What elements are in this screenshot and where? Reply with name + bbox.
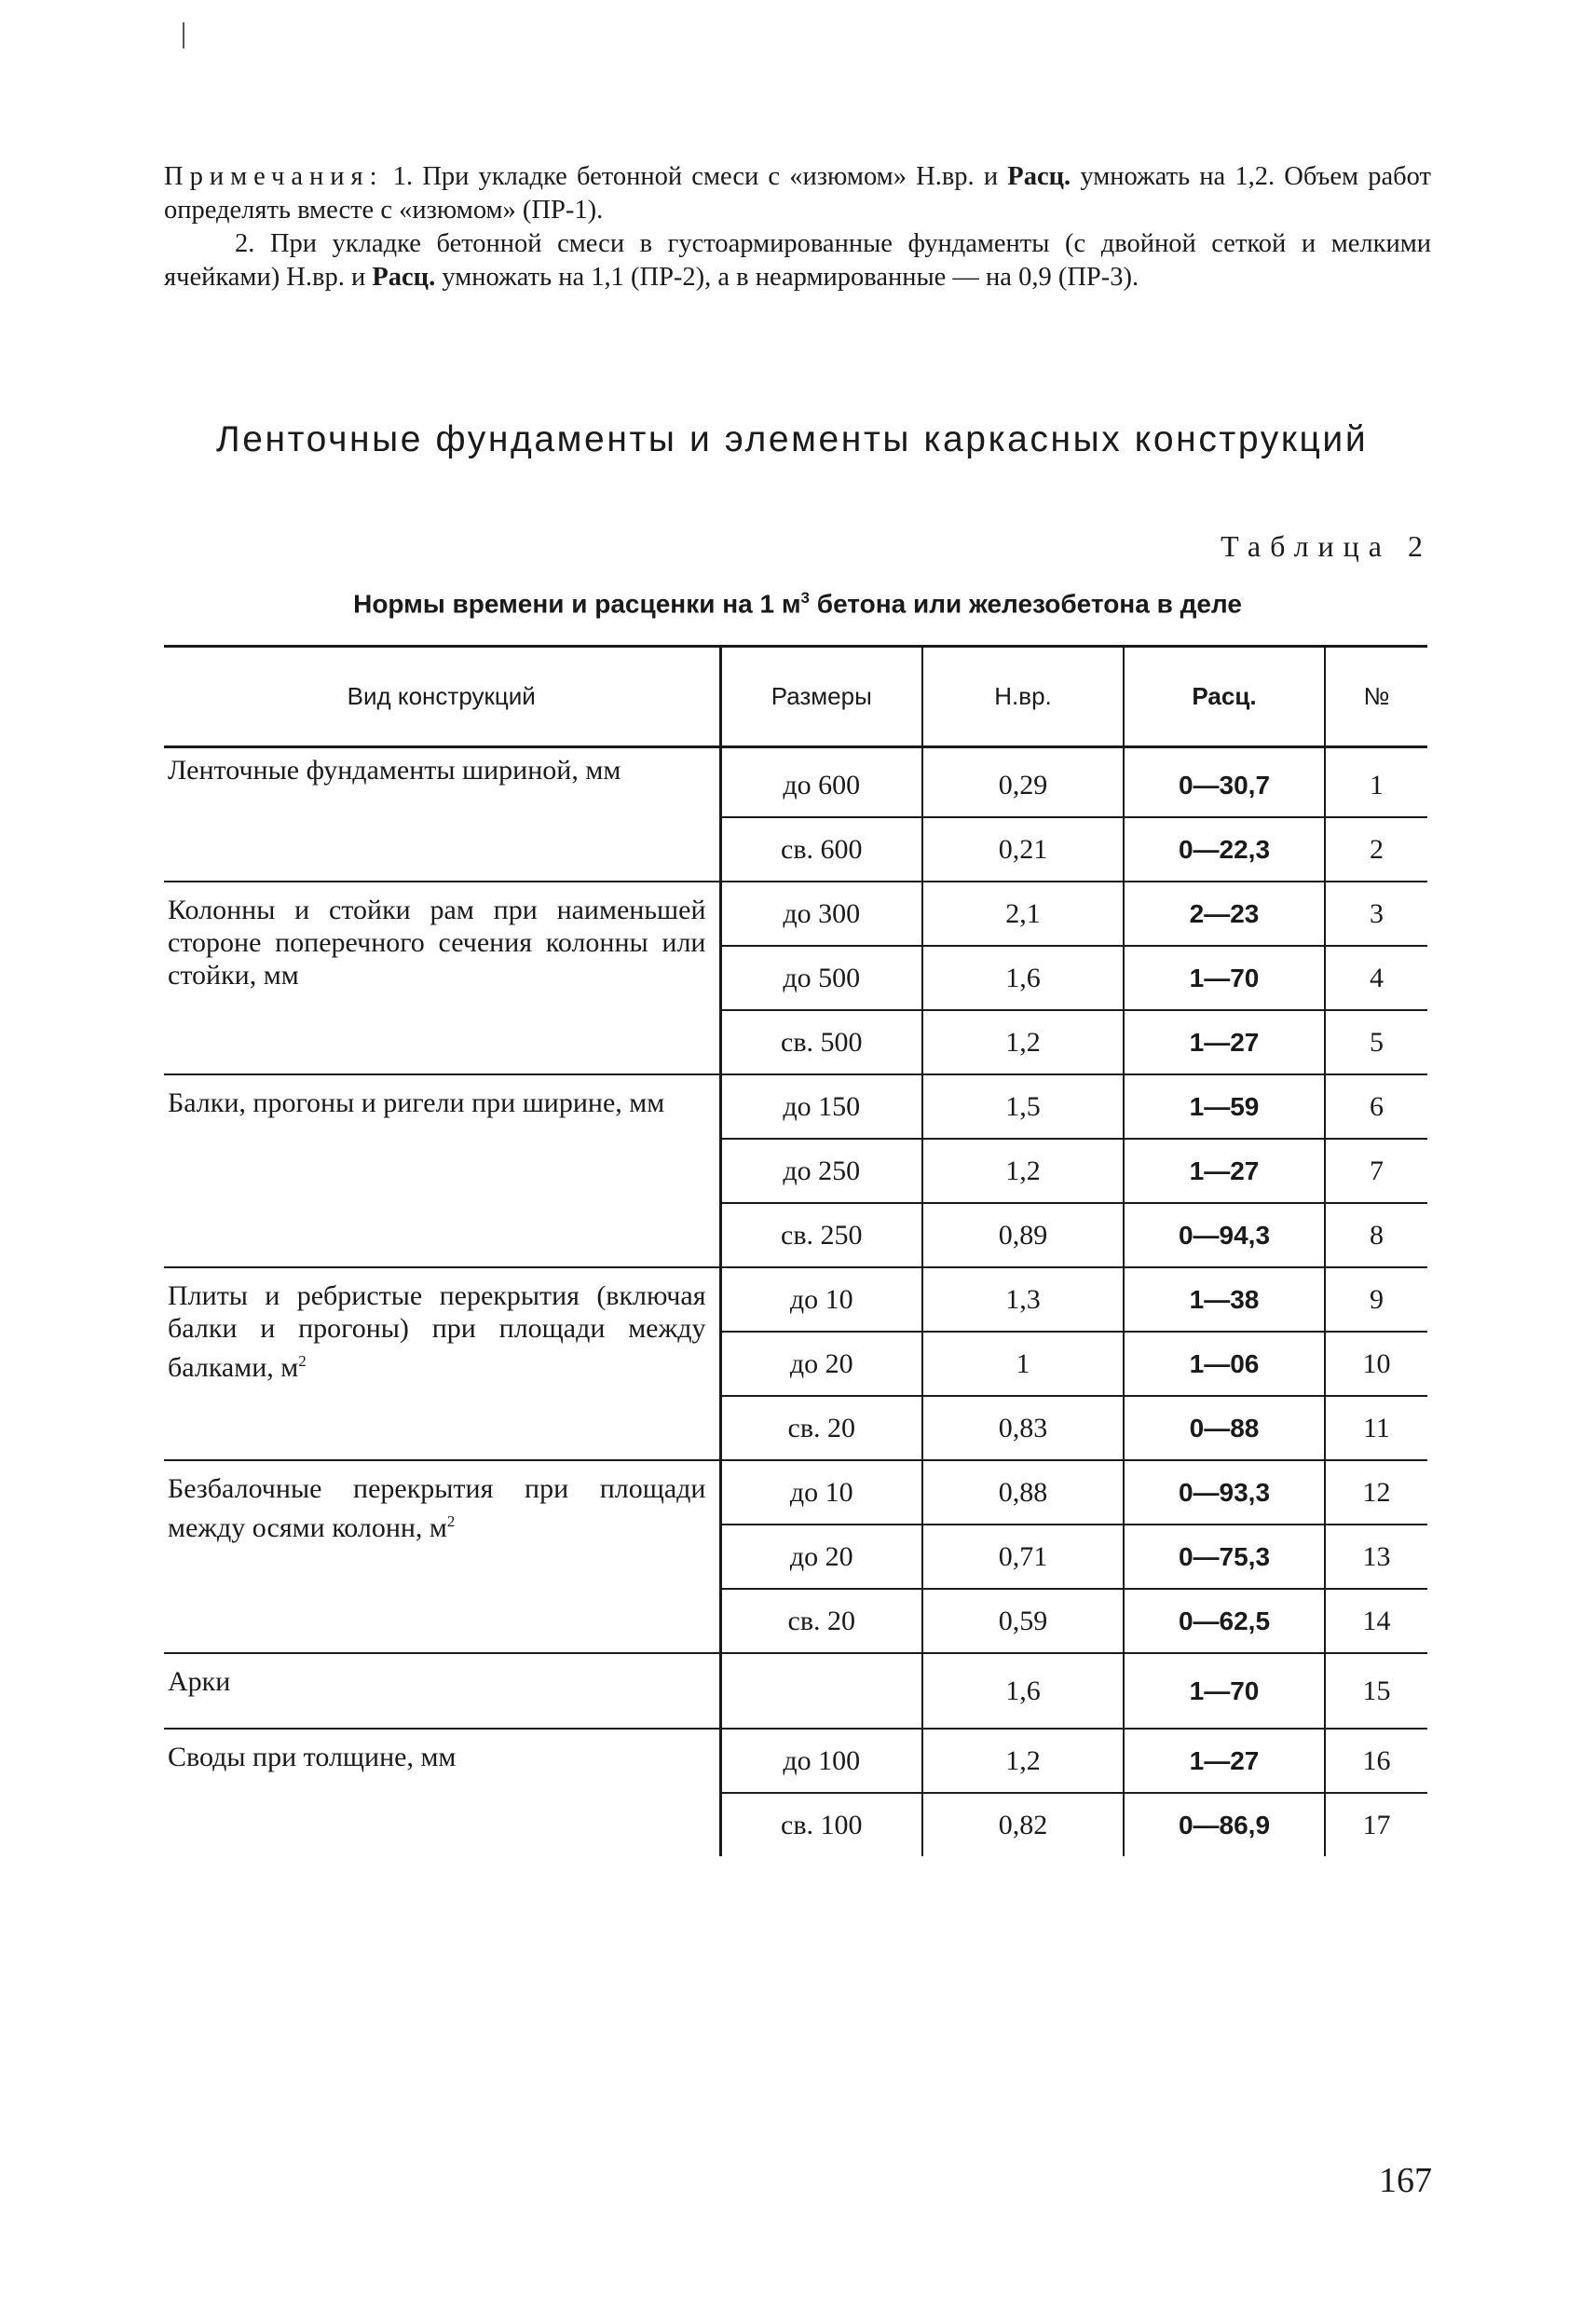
cell-num: 10 (1325, 1332, 1427, 1396)
cell-size: св. 600 (720, 817, 922, 882)
page-number: 167 (1379, 2161, 1432, 2200)
cell-kind (164, 1460, 720, 1653)
norms-table (164, 645, 1427, 1856)
cell-rate: 0—94,3 (1124, 1203, 1325, 1267)
cell-num: 14 (1325, 1589, 1427, 1653)
cell-num: 1 (1325, 747, 1427, 818)
table-row (164, 1653, 1427, 1729)
cell-kind (164, 1074, 720, 1267)
kind-text: Балки, прогоны и ригели при ширине, мм (168, 1087, 665, 1118)
kind-text: Своды при толщине, мм (168, 1742, 457, 1772)
cell-hvr: 0,29 (922, 747, 1124, 818)
cell-rate: 1—59 (1124, 1074, 1325, 1139)
cell-hvr: 1,2 (922, 1729, 1124, 1793)
table-row (164, 1729, 1427, 1793)
cell-size: св. 100 (720, 1793, 922, 1856)
note-2-bold: Расц. (372, 263, 436, 292)
header-size: Размеры (720, 647, 922, 747)
cell-rate: 1—38 (1124, 1267, 1325, 1332)
cell-kind (164, 1653, 720, 1729)
note-2 (164, 227, 1431, 294)
cell-hvr: 1,3 (922, 1267, 1124, 1332)
note-1-text-end: умножать на 1,2. Объем работ определять вместе с «изюмом» (ПР-1). (164, 162, 1431, 225)
scan-mark (183, 22, 184, 48)
cell-num: 16 (1325, 1729, 1427, 1793)
kind-text: Безбалочные перекрытия при площади между осями колонн, м (168, 1473, 706, 1543)
cell-num: 15 (1325, 1653, 1427, 1729)
cell-size: св. 20 (720, 1589, 922, 1653)
cell-num: 5 (1325, 1010, 1427, 1074)
table-row (164, 1267, 1427, 1332)
caption-text: Нормы времени и расценки на 1 м (353, 589, 801, 619)
cell-hvr: 0,89 (922, 1203, 1124, 1267)
note-2-text-end: умножать на 1,1 (ПР-2), а в неармированные — на 0,9 (ПР-3). (435, 263, 1139, 292)
cell-hvr: 1,6 (922, 1653, 1124, 1729)
cell-num: 17 (1362, 1809, 1391, 1840)
note-2-text: 2. При укладке бетонной смеси в густоармированные фундаменты (с двойной сеткой и мелкими ячейками) Н.вр. и (164, 229, 1431, 292)
notes-label: Примечания: (164, 162, 384, 191)
table-body (164, 747, 1427, 1857)
kind-text: Колонны и стойки рам при наименьшей стороне поперечного сечения колонны или стойки, мм (168, 895, 706, 991)
cell-hvr: 1,6 (922, 946, 1124, 1010)
cell-num: 4 (1325, 946, 1427, 1010)
cell-rate: 1—27 (1124, 1010, 1325, 1074)
cell-hvr: 2,1 (922, 882, 1124, 946)
kind-sup: 2 (446, 1512, 456, 1530)
caption-text-end: бетона или железобетона в деле (810, 589, 1242, 619)
table-row (164, 1074, 1427, 1139)
cell-size: до 300 (720, 882, 922, 946)
kind-text: Ленточные фундаменты шириной, мм (168, 755, 621, 786)
notes-block (164, 160, 1431, 294)
cell-size: до 600 (720, 747, 922, 818)
table-row (164, 882, 1427, 946)
cell-rate: 0—62,5 (1124, 1589, 1325, 1653)
cell-rate: 1—70 (1124, 946, 1325, 1010)
cell-hvr: 0,82 (922, 1793, 1124, 1856)
cell-hvr: 1 (922, 1332, 1124, 1396)
cell-size: до 10 (720, 1460, 922, 1525)
note-1 (164, 160, 1431, 227)
cell-size: св. 20 (720, 1396, 922, 1460)
cell-rate: 1—06 (1124, 1332, 1325, 1396)
cell-num: 11 (1325, 1396, 1427, 1460)
cell-rate: 0—22,3 (1124, 817, 1325, 882)
cell-hvr: 0,88 (922, 1460, 1124, 1525)
header-num: № (1325, 647, 1427, 747)
kind-text: Арки (168, 1666, 231, 1697)
table-header-row (164, 647, 1427, 747)
cell-size: до 20 (720, 1525, 922, 1589)
cell-size: до 20 (720, 1332, 922, 1396)
cell-rate: 0—30,7 (1124, 747, 1325, 818)
cell-kind (164, 882, 720, 1074)
cell-kind (164, 1729, 720, 1856)
cell-size: до 250 (720, 1139, 922, 1203)
cell-rate: 1—70 (1124, 1653, 1325, 1729)
cell-size: до 500 (720, 946, 922, 1010)
cell-size: до 100 (720, 1729, 922, 1793)
cell-rate: 0—75,3 (1124, 1525, 1325, 1589)
cell-rate: 1—27 (1124, 1139, 1325, 1203)
cell-num: 2 (1325, 817, 1427, 882)
cell-size: св. 250 (720, 1203, 922, 1267)
cell-hvr: 0,83 (922, 1396, 1124, 1460)
cell-size (720, 1653, 922, 1729)
table-row (164, 1460, 1427, 1525)
cell-hvr: 1,5 (922, 1074, 1124, 1139)
table-row (164, 747, 1427, 818)
cell-num: 7 (1325, 1139, 1427, 1203)
cell-hvr: 0,71 (922, 1525, 1124, 1589)
cell-rate: 0—86,9 (1124, 1793, 1325, 1856)
cell-kind (164, 747, 720, 882)
kind-text: Плиты и ребристые перекрытия (включая балки и прогоны) при площади между балками, м (168, 1280, 706, 1383)
cell-rate: 2—23 (1124, 882, 1325, 946)
cell-hvr: 1,2 (922, 1010, 1124, 1074)
cell-num: 3 (1325, 882, 1427, 946)
cell-num: 12 (1325, 1460, 1427, 1525)
cell-num: 6 (1325, 1074, 1427, 1139)
header-kind: Вид конструкций (164, 647, 720, 747)
cell-num: 13 (1325, 1525, 1427, 1589)
cell-rate: 0—88 (1124, 1396, 1325, 1460)
section-title: Ленточные фундаменты и элементы каркасных конструкций (216, 419, 1369, 459)
header-rate: Расц. (1124, 647, 1325, 747)
cell-hvr: 1,2 (922, 1139, 1124, 1203)
cell-rate: 0—93,3 (1124, 1460, 1325, 1525)
cell-size: до 150 (720, 1074, 922, 1139)
cell-num: 9 (1325, 1267, 1427, 1332)
caption-sup: 3 (800, 589, 811, 607)
cell-num: 8 (1325, 1203, 1427, 1267)
cell-rate: 1—27 (1124, 1729, 1325, 1793)
table-label: Таблица 2 (1221, 529, 1432, 563)
cell-size: до 10 (720, 1267, 922, 1332)
note-1-bold: Расц. (1007, 162, 1071, 191)
note-1-text: 1. При укладке бетонной смеси с «изюмом» Н.вр. и (383, 162, 1008, 191)
header-hvr: Н.вр. (922, 647, 1124, 747)
table-caption (164, 589, 1431, 619)
cell-size: св. 500 (720, 1010, 922, 1074)
cell-kind (164, 1267, 720, 1460)
cell-hvr: 0,59 (922, 1589, 1124, 1653)
kind-sup: 2 (298, 1352, 307, 1370)
cell-hvr: 0,21 (922, 817, 1124, 882)
